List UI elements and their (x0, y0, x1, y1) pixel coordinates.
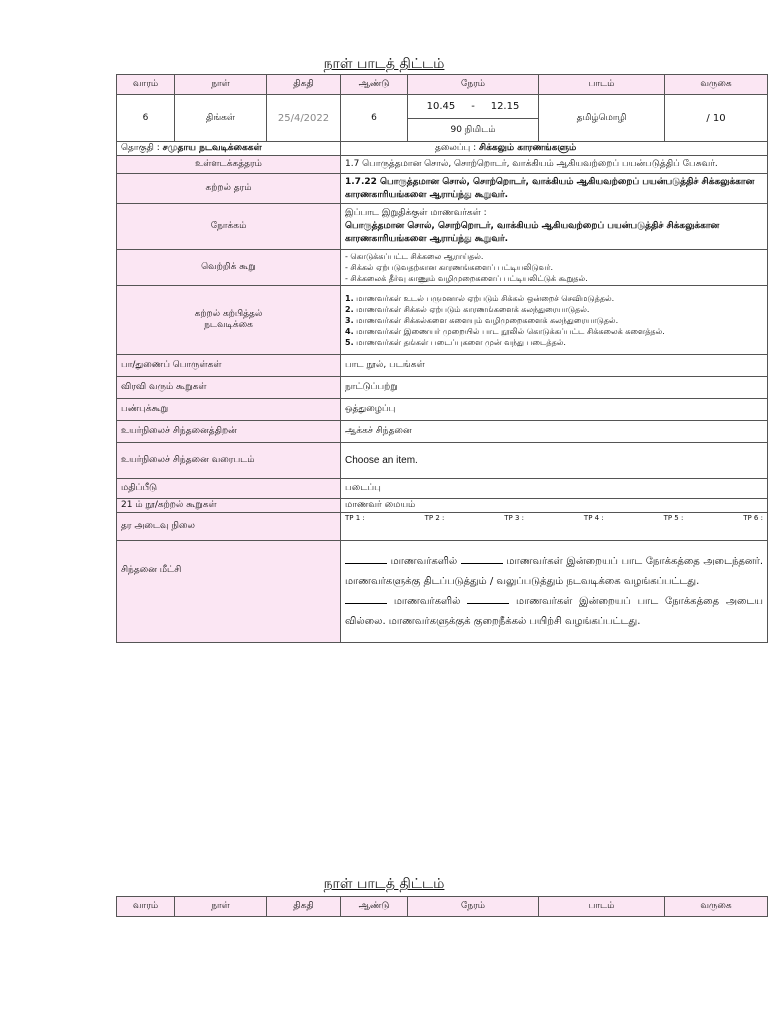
crosscurricular-value[interactable]: நாட்டுப்பற்று (341, 377, 768, 399)
success-criteria-row (117, 250, 768, 286)
c21-row (117, 499, 768, 513)
crosscurricular-label: விரவி வரும் கூறுகள் (117, 377, 341, 399)
hots-value[interactable]: ஆக்கச் சிந்தனை (341, 421, 768, 443)
materials-row (117, 355, 768, 377)
page-title: நாள் பாடத் திட்டம் (323, 56, 445, 72)
tp-item: TP 5 : (663, 514, 684, 522)
c21-label: 21 ம் நூ/கற்றல் கூறுகள் (117, 499, 341, 513)
info-row (117, 95, 768, 119)
header-subject: பாடம் (539, 897, 665, 917)
tp-cell[interactable] (341, 513, 768, 541)
tp-row (117, 513, 768, 541)
activities-list[interactable] (341, 286, 768, 355)
learning-standard-label: கற்றல் தரம் (117, 174, 341, 204)
success-criteria-list[interactable] (341, 250, 768, 286)
header-attendance: வருகை (665, 75, 768, 95)
learning-standard-value[interactable]: 1.7.22 பொருத்தமான சொல், சொற்றொடர், வாக்கியம் ஆகியவற்றைப் பயன்படுத்திச் சிக்கலுக்கான காரணகாரியங்களை ஆராய்ந்து கூறுவர். (341, 174, 768, 204)
values-label: பண்புக்கூறு (117, 399, 341, 421)
time-value[interactable] (408, 95, 539, 119)
objective-value: பொருத்தமான சொல், சொற்றொடர், வாக்கியம் ஆகியவற்றைப் பயன்படுத்திச் சிக்கலுக்கான காரணகாரியங்களை ஆராய்ந்து கூறுவர். (345, 221, 720, 244)
theme-cell[interactable] (117, 142, 341, 156)
header-time: நேரம் (408, 897, 539, 917)
reflection-label: சிந்தனை மீட்சி (117, 541, 341, 643)
header-attendance: வருகை (665, 897, 768, 917)
activity-item: 1. மாணவர்கள் உடல் பருமனால் ஏற்படும் சிக்கல் ஒன்றைச் செவிமடுத்தல். (345, 293, 615, 303)
materials-label: பா/துணைப் பொருள்கள் (117, 355, 341, 377)
content-standard-row (117, 156, 768, 174)
header-year: ஆண்டு (341, 897, 408, 917)
tp-label: தர அடைவு நிலை (117, 513, 341, 541)
theme-value: சமுதாய நடவடிக்கைகள் (162, 143, 262, 153)
activities-label-line2: நடவடிக்கை (204, 320, 253, 330)
reflection-line-2: மாணவர்களில் மாணவர்கள் இன்றையப் பாட நோக்கத்தை அடைய வில்லை. மாணவர்களுக்குக் குறைநீக்கல் பயிற்சி வழங்கப்பட்டது. (345, 595, 763, 627)
week-value[interactable]: 6 (117, 95, 175, 142)
activities-row (117, 286, 768, 355)
objective-cell[interactable] (341, 204, 768, 250)
activities-label-line1: கற்றல் கற்பித்தல் (194, 309, 263, 319)
lesson-plan-table-2 (116, 896, 768, 917)
crosscurricular-row (117, 377, 768, 399)
objective-intro: இப்பாட இறுதிக்குள் மாணவர்கள் : (345, 208, 487, 218)
success-item: - சிக்கலைக் தீர்வு காணும் வழிமுறைகளைப் பட்டியலிட்டுக் கூறுதல். (345, 274, 588, 283)
hots-map-row (117, 443, 768, 479)
hots-map-label: உயர்நிலைச் சிந்தனை வரைபடம் (117, 443, 341, 479)
values-value[interactable]: ஒத்துழைப்பு (341, 399, 768, 421)
time-start: 10.45 (426, 101, 456, 112)
header-subject: பாடம் (539, 75, 665, 95)
content-standard-value[interactable]: 1.7 பொருத்தமான சொல், சொற்றொடர், வாக்கியம் ஆகியவற்றைப் பயன்படுத்திப் பேசுவர். (341, 156, 768, 174)
success-criteria-label: வெற்றிக் கூறு (117, 250, 341, 286)
time-dash: - (471, 101, 475, 112)
success-item: - கொடுக்கப்பட்ட சிக்கலை ஆராய்தல். (345, 252, 484, 261)
values-row (117, 399, 768, 421)
assessment-value[interactable]: படைப்பு (341, 479, 768, 499)
reflection-row (117, 541, 768, 643)
materials-value[interactable]: பாட நூல், படங்கள் (341, 355, 768, 377)
header-week: வாரம் (117, 75, 175, 95)
header-day: நாள் (175, 75, 267, 95)
assessment-row (117, 479, 768, 499)
objective-row (117, 204, 768, 250)
topic-value: சிக்கலும் காரணங்களும் (479, 143, 577, 153)
hots-map-select[interactable]: Choose an item. (341, 443, 768, 479)
header-row-2 (117, 897, 768, 917)
page-title-2: நாள் பாடத் திட்டம் (323, 876, 445, 892)
header-date: திகதி (267, 75, 341, 95)
tp-item: TP 4 : (583, 514, 604, 522)
topic-label: தலைப்பு : (435, 143, 477, 153)
activity-item: 5. மாணவர்கள் தங்கள் படைப்புகளை முன் வந்து படைத்தல். (345, 337, 566, 347)
learning-standard-row (117, 174, 768, 204)
tp-item: TP 1 : (345, 514, 365, 522)
hots-label: உயர்நிலைச் சிந்தனைத்திறன் (117, 421, 341, 443)
tp-item: TP 2 : (424, 514, 445, 522)
success-item: - சிக்கல் ஏற்படுவதற்கான காரணங்களைப் பட்டியலிடுவர். (345, 263, 554, 272)
date-value[interactable]: 25/4/2022 (267, 95, 341, 142)
c21-value[interactable]: மாணவர் மையம் (341, 499, 768, 513)
reflection-line-1: மாணவர்களில் மாணவர்கள் இன்றையப் பாட நோக்கத்தை அடைந்தனர். மாணவர்களுக்கு திடப்படுத்தும் / வலுப்படுத்தும் நடவடிக்கை வழங்கப்பட்டது. (345, 555, 764, 587)
activity-item: 2. மாணவர்கள் சிக்கல் ஏற்படும் காரணங்களைக் கலந்துரையாடுதல். (345, 304, 590, 314)
header-time: நேரம் (408, 75, 539, 95)
activities-label (117, 286, 341, 355)
activity-item: 3. மாணவர்கள் சிக்கல்களை களையும் வழிமுறைகளைக் கலந்துரையாடுதல். (345, 315, 619, 325)
theme-label: தொகுதி : (121, 143, 160, 153)
assessment-label: மதிப்பீடு (117, 479, 341, 499)
tp-item: TP 6 : (743, 514, 763, 522)
tp-item: TP 3 : (504, 514, 525, 522)
lesson-plan-table (116, 74, 768, 643)
topic-cell[interactable] (341, 142, 768, 156)
activity-item: 4. மாணவர்கள் இணையர் முறையில் பாட நூலில் கொடுக்கப்பட்ட சிக்கலைக் களைத்தல். (345, 326, 665, 336)
hots-row (117, 421, 768, 443)
time-end: 12.15 (490, 101, 520, 112)
header-row (117, 75, 768, 95)
day-value[interactable]: திங்கள் (175, 95, 267, 142)
header-week: வாரம் (117, 897, 175, 917)
theme-topic-row (117, 142, 768, 156)
header-year: ஆண்டு (341, 75, 408, 95)
subject-value[interactable]: தமிழ்மொழி (539, 95, 665, 142)
objective-label: நோக்கம் (117, 204, 341, 250)
year-value[interactable]: 6 (341, 95, 408, 142)
header-date: திகதி (267, 897, 341, 917)
header-day: நாள் (175, 897, 267, 917)
duration-value[interactable]: 90 நிமிடம் (408, 119, 539, 142)
reflection-text[interactable] (341, 541, 768, 643)
content-standard-label: உள்ளடக்கத்தரம் (117, 156, 341, 174)
attendance-value[interactable]: / 10 (665, 95, 768, 142)
